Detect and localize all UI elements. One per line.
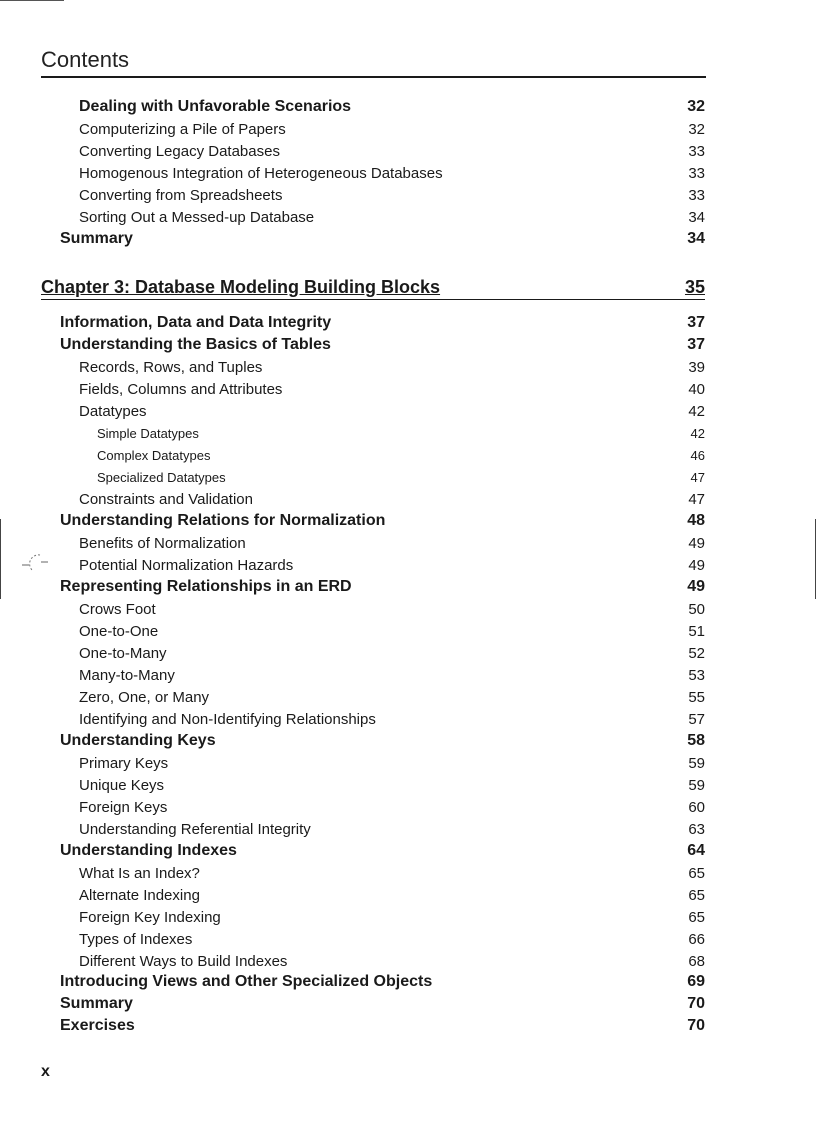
toc-entry[interactable] <box>0 401 705 423</box>
toc-entry[interactable] <box>0 576 705 598</box>
toc-entry[interactable] <box>0 643 705 665</box>
toc-entry[interactable] <box>0 185 705 207</box>
toc-entry-page: 33 <box>688 187 705 204</box>
toc-entry-page: 32 <box>687 98 705 115</box>
toc-entry-page: 65 <box>688 865 705 882</box>
toc-entry-page: 65 <box>688 909 705 926</box>
toc-entry[interactable] <box>0 665 705 687</box>
toc-entry-label: Dealing with Unfavorable Scenarios <box>79 98 352 115</box>
toc-entry-label: Potential Normalization Hazards <box>79 557 294 574</box>
toc-entry-label: Sorting Out a Messed-up Database <box>79 209 315 226</box>
toc-entry-label: Homogenous Integration of Heterogeneous Databases <box>79 165 443 182</box>
toc-entry[interactable] <box>0 730 705 752</box>
toc-entry-label: Understanding Keys <box>60 732 216 749</box>
toc-entry[interactable] <box>0 863 705 885</box>
chapter-page: 35 <box>684 277 705 297</box>
toc-entry-page: 55 <box>688 689 705 706</box>
toc-entry-page: 33 <box>688 165 705 182</box>
toc-entry[interactable] <box>0 599 705 621</box>
toc-entry-page: 47 <box>690 470 705 485</box>
toc-entry-label: Fields, Columns and Attributes <box>79 381 283 398</box>
page-title: Contents <box>41 47 130 72</box>
toc-entry[interactable] <box>0 334 705 356</box>
toc-entry-page: 52 <box>688 645 705 662</box>
toc-entry-page: 59 <box>688 777 705 794</box>
toc-entry-page: 51 <box>688 623 705 640</box>
toc-entry[interactable] <box>0 489 705 511</box>
toc-entry[interactable] <box>0 357 705 379</box>
toc-entry[interactable] <box>0 840 705 862</box>
chapter-title: Chapter 3: Database Modeling Building Blocks <box>41 277 441 297</box>
toc-entry[interactable] <box>0 96 705 118</box>
toc-entry-label: One-to-One <box>79 623 159 640</box>
toc-entry[interactable] <box>0 207 705 229</box>
toc-entry-label: Converting from Spreadsheets <box>79 187 283 204</box>
toc-entry[interactable] <box>0 907 705 929</box>
toc-entry-label: Records, Rows, and Tuples <box>79 359 263 376</box>
toc-entry-page: 49 <box>687 578 705 595</box>
toc-entry[interactable] <box>0 141 705 163</box>
toc-entry[interactable] <box>0 819 705 841</box>
toc-entry-label: Constraints and Validation <box>79 491 253 508</box>
toc-entry[interactable] <box>0 163 705 185</box>
toc-entry-label: Introducing Views and Other Specialized Objects <box>60 973 433 990</box>
toc-entry[interactable] <box>0 510 705 532</box>
toc-entry-page: 53 <box>688 667 705 684</box>
toc-entry-label: Complex Datatypes <box>97 448 211 463</box>
toc-entry-label: Alternate Indexing <box>79 887 200 904</box>
toc-entry-page: 39 <box>688 359 705 376</box>
toc-entry-label: Exercises <box>60 1017 135 1034</box>
toc-entry-label: Summary <box>60 995 133 1012</box>
toc-entry-label: Unique Keys <box>79 777 165 794</box>
toc-entry-page: 70 <box>687 995 705 1012</box>
toc-entry-label: What Is an Index? <box>79 865 200 882</box>
toc-entry[interactable] <box>0 119 705 141</box>
toc-entry[interactable] <box>0 621 705 643</box>
toc-entry-label: Understanding Indexes <box>60 842 237 859</box>
toc-entry-label: Identifying and Non-Identifying Relationships <box>79 711 376 728</box>
toc-entry-label: Types of Indexes <box>79 931 193 948</box>
toc-entry[interactable] <box>0 379 705 401</box>
toc-entry-label: Many-to-Many <box>79 667 175 684</box>
toc-entry-label: Foreign Key Indexing <box>79 909 221 926</box>
toc-entry-page: 66 <box>688 931 705 948</box>
toc-entry-page: 46 <box>690 448 705 463</box>
toc-entry-page: 47 <box>688 491 705 508</box>
toc-entry[interactable] <box>0 687 705 709</box>
toc-entry-label: Benefits of Normalization <box>79 535 246 552</box>
toc-entry-page: 50 <box>688 601 705 618</box>
toc-entry-label: Zero, One, or Many <box>79 689 210 706</box>
toc-entry-page: 59 <box>688 755 705 772</box>
toc-entry[interactable] <box>0 312 705 334</box>
toc-entry-page: 58 <box>687 732 705 749</box>
toc-entry-page: 40 <box>688 381 705 398</box>
toc-entry-page: 37 <box>687 336 705 353</box>
toc-entry-label: Primary Keys <box>79 755 169 772</box>
toc-entry-label: Understanding Referential Integrity <box>79 821 311 838</box>
toc-entry[interactable] <box>0 797 705 819</box>
toc-entry-page: 34 <box>687 230 705 247</box>
toc-entry-label: One-to-Many <box>79 645 167 662</box>
toc-entry-page: 48 <box>687 512 705 529</box>
top-crop-rule <box>0 0 64 1</box>
toc-entry[interactable] <box>0 1015 705 1037</box>
toc-entry-page: 70 <box>687 1017 705 1034</box>
toc-entry[interactable] <box>0 709 705 731</box>
toc-entry-label: Computerizing a Pile of Papers <box>79 121 286 138</box>
toc-entry-page: 34 <box>688 209 705 226</box>
toc-entry[interactable] <box>0 555 705 577</box>
toc-entry-label: Understanding Relations for Normalization <box>60 512 386 529</box>
toc-entry-page: 37 <box>687 314 705 331</box>
toc-entry-label: Crows Foot <box>79 601 156 618</box>
toc-entry[interactable] <box>0 971 705 993</box>
toc-entry[interactable] <box>0 533 705 555</box>
toc-entry[interactable] <box>0 993 705 1015</box>
toc-entry[interactable] <box>0 951 705 973</box>
toc-entry-label: Foreign Keys <box>79 799 168 816</box>
toc-entry-label: Converting Legacy Databases <box>79 143 280 160</box>
toc-entry-page: 42 <box>690 426 705 441</box>
toc-entry[interactable] <box>0 885 705 907</box>
toc-entry[interactable] <box>0 445 705 467</box>
toc-entry[interactable] <box>0 423 705 445</box>
toc-entry-label: Representing Relationships in an ERD <box>60 578 352 595</box>
toc-entry-page: 49 <box>688 557 705 574</box>
toc-entry[interactable] <box>0 467 705 489</box>
toc-entry-page: 68 <box>688 953 705 970</box>
toc-entry-page: 33 <box>688 143 705 160</box>
toc-entry-label: Simple Datatypes <box>97 426 199 441</box>
toc-entry-page: 60 <box>688 799 705 816</box>
toc-entry-page: 65 <box>688 887 705 904</box>
page-folio: x <box>41 1063 50 1080</box>
toc-entry-label: Specialized Datatypes <box>97 470 226 485</box>
chapter-heading[interactable] <box>41 275 705 300</box>
toc-entry[interactable] <box>0 228 705 250</box>
toc-entry-label: Information, Data and Data Integrity <box>60 314 332 331</box>
toc-entry-page: 42 <box>688 403 705 420</box>
toc-entry-label: Different Ways to Build Indexes <box>79 953 288 970</box>
toc-entry[interactable] <box>0 753 705 775</box>
toc-entry[interactable] <box>0 929 705 951</box>
toc-entry-label: Datatypes <box>79 403 147 420</box>
toc-entry-page: 57 <box>688 711 705 728</box>
toc-entry-page: 64 <box>687 842 705 859</box>
toc-entry-label: Summary <box>60 230 133 247</box>
page-header <box>41 46 706 78</box>
toc-entry[interactable] <box>0 775 705 797</box>
toc-entry-page: 32 <box>688 121 705 138</box>
toc-entry-page: 49 <box>688 535 705 552</box>
toc-entry-page: 69 <box>687 973 705 990</box>
toc-entry-label: Understanding the Basics of Tables <box>60 336 331 353</box>
toc-entry-page: 63 <box>688 821 705 838</box>
